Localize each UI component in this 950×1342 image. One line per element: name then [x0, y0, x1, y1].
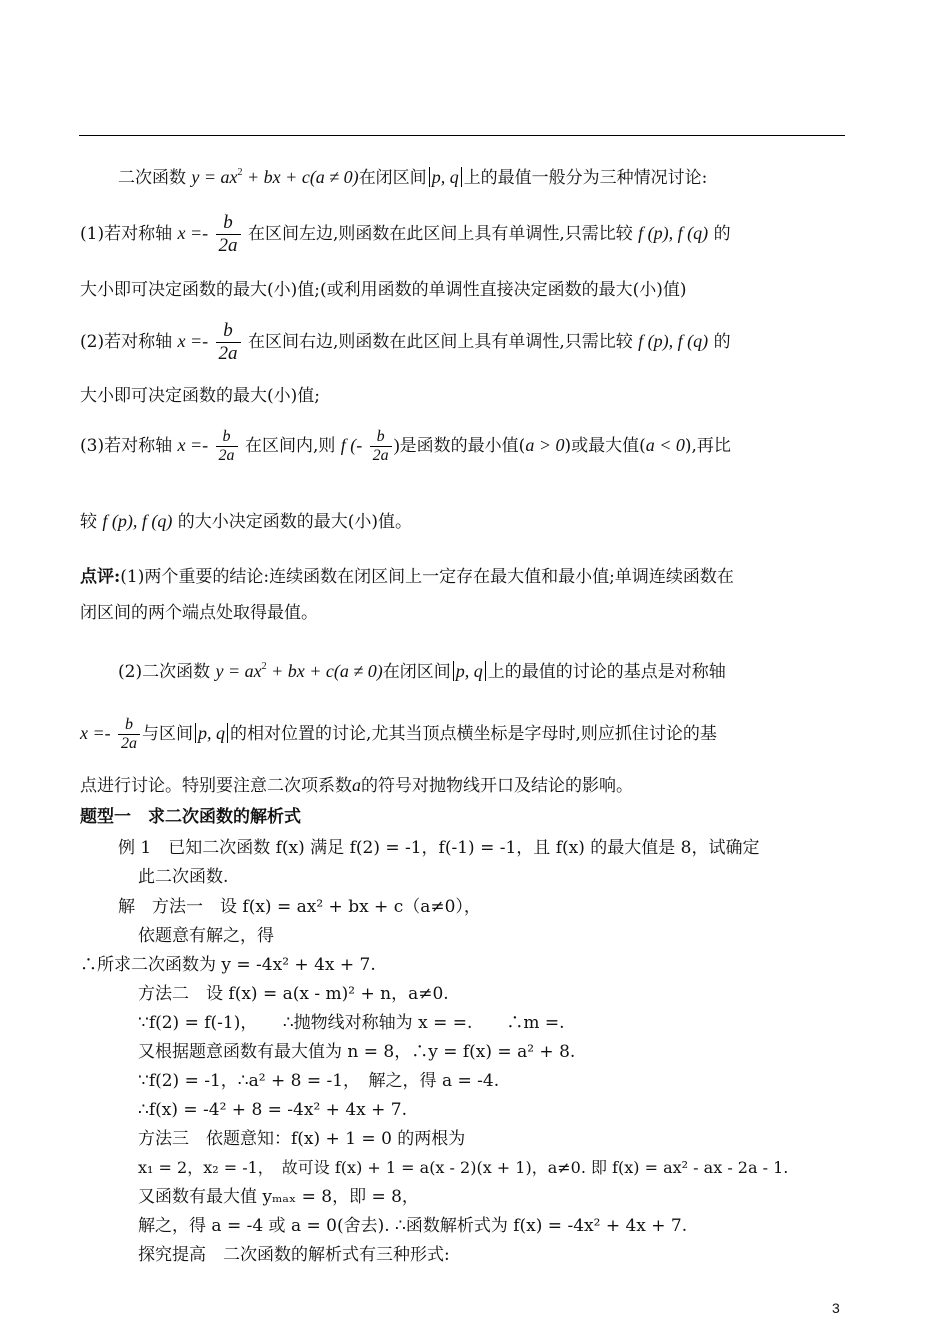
example-line-8: ∵f(2) = -1，∴a² + 8 = -1， 解之，得 a = -4.	[138, 1071, 500, 1091]
comment-p2-exponent: 2	[261, 661, 267, 672]
intro-exponent: 2	[237, 167, 243, 178]
case3-text-2: 是函数的最小值(	[399, 436, 526, 456]
example-line-5: 方法二 设 f(x) = a(x - m)² + n，a≠0.	[138, 984, 449, 1004]
case3-inner-denominator: 2a	[370, 446, 392, 465]
case3-line1	[80, 428, 731, 465]
case1-tail: 的	[713, 224, 731, 244]
case2-numerator: b	[223, 320, 233, 341]
case3-text-4: ),再比	[684, 436, 731, 456]
intro-line	[118, 162, 707, 189]
intro-formula: y = ax	[191, 167, 238, 187]
example-line-1: 此二次函数.	[138, 867, 229, 887]
comment-p2-c: 上的最值的讨论的基点是对称轴	[487, 662, 726, 682]
comment-p2-formula-tail: + bx + c	[266, 661, 334, 681]
case1-text: 在区间左边,则函数在此区间上具有单调性,只需比较	[247, 224, 633, 244]
case3-text-1: 在区间内,则	[244, 436, 336, 456]
comment-label: 点评:	[80, 567, 121, 587]
example-line-12: 又函数有最大值 yₘₐₓ = 8，即 = 8，	[138, 1187, 419, 1207]
comment-p3-b: 的相对位置的讨论,尤其当顶点横坐标是字母时,则应抓住讨论的基	[230, 724, 717, 744]
case3-line2	[80, 510, 412, 533]
case1-x-eq: x =-	[177, 223, 209, 243]
comment-p3-interval: p, q	[198, 723, 226, 743]
case2-label: (2)若对称轴	[80, 332, 173, 352]
comment-p4-var: a	[352, 775, 361, 795]
intro-text-2: 在闭区间	[358, 168, 427, 188]
example-line-7: 又根据题意函数有最大值为 n = 8，∴y = f(x) = a² + 8.	[138, 1042, 576, 1062]
example-line-3: 依题意有解之，得	[138, 926, 274, 946]
case3-cond-2: a < 0	[645, 435, 685, 455]
example-line-13: 解之，得 a = -4 或 a = 0(舍去). ∴函数解析式为 f(x) = -4x² + 4x + 7.	[138, 1216, 688, 1236]
comment-p2-interval: p, q	[455, 661, 483, 681]
case2-text: 在区间右边,则函数在此区间上具有单调性,只需比较	[247, 332, 633, 352]
comment-p3-x: x =-	[80, 723, 111, 743]
example-line-6: ∵f(2) = f(-1)， ∴抛物线对称轴为 x = =. ∴m =.	[138, 1013, 565, 1033]
example-line-9: ∴f(x) = -4² + 8 = -4x² + 4x + 7.	[138, 1100, 407, 1120]
case2-line1	[80, 320, 731, 365]
comment-line1	[80, 566, 734, 588]
comment-p4	[80, 774, 633, 797]
comment-p3-fraction	[118, 716, 140, 753]
header-rule	[79, 135, 845, 136]
case3-inner-fraction	[370, 428, 392, 465]
case3-line2-b: 的大小决定函数的最大(小)值。	[177, 512, 413, 532]
case3-cond-1: a > 0	[525, 435, 565, 455]
intro-condition: (a ≠ 0)	[309, 167, 359, 187]
page-number: 3	[832, 1300, 840, 1316]
case2-x-eq: x =-	[177, 331, 209, 351]
intro-text-1: 二次函数	[118, 168, 186, 188]
case2-fvals: f (p), f (q)	[638, 331, 709, 351]
case1-fraction	[216, 212, 241, 257]
case3-f-close: )	[393, 435, 400, 455]
comment-p4-a: 点进行讨论。特别要注意二次项系数	[80, 776, 352, 796]
comment-p3-denominator: 2a	[118, 734, 140, 753]
case1-label: (1)若对称轴	[80, 224, 173, 244]
intro-interval: p, q	[431, 167, 459, 187]
intro-formula-tail: + bx + c	[242, 167, 310, 187]
comment-p2-b: 在闭区间	[382, 662, 451, 682]
comment-p2-formula: y = ax	[215, 661, 262, 681]
case1-line2: 大小即可决定函数的最大(小)值;(或利用函数的单调性直接决定函数的最大(小)值)	[80, 280, 687, 300]
case3-inner-numerator: b	[376, 428, 385, 445]
case2-denominator: 2a	[216, 342, 241, 365]
comment-p3	[80, 716, 717, 753]
case3-label: (3)若对称轴	[80, 436, 173, 456]
comment-p2-a: (2)二次函数	[118, 662, 211, 682]
example-line-11: x₁ = 2，x₂ = -1， 故可设 f(x) + 1 = a(x - 2)(x + 1)，a≠0. 即 f(x) = ax² - ax - 2a - 1.	[138, 1158, 789, 1177]
case3-text-3: )或最大值(	[564, 436, 646, 456]
example-line-2: 解 方法一 设 f(x) = ax² + bx + c（a≠0），	[118, 897, 481, 917]
intro-text-3: 上的最值一般分为三种情况讨论:	[463, 168, 708, 188]
comment-p1-line1: (1)两个重要的结论:连续函数在闭区间上一定存在最大值和最小值;单调连续函数在	[120, 567, 734, 587]
case1-line1	[80, 212, 731, 257]
case1-numerator: b	[223, 212, 233, 233]
case1-denominator: 2a	[216, 234, 241, 257]
case2-line2: 大小即可决定函数的最大(小)值;	[80, 386, 320, 406]
comment-p4-b: 的符号对抛物线开口及结论的影响。	[361, 776, 633, 796]
comment-p3-a: 与区间	[142, 724, 194, 744]
comment-p3-numerator: b	[125, 716, 134, 733]
case3-line2-a: 较	[80, 512, 97, 532]
case3-numerator: b	[222, 428, 231, 445]
case1-fvals: f (p), f (q)	[638, 223, 709, 243]
section-title: 题型一 求二次函数的解析式	[80, 807, 301, 827]
case2-tail: 的	[713, 332, 731, 352]
example-line-4: ∴所求二次函数为 y = -4x² + 4x + 7.	[80, 955, 376, 975]
case3-fraction	[216, 428, 238, 465]
case3-fvals: f (p), f (q)	[102, 511, 173, 531]
case2-fraction	[216, 320, 241, 365]
comment-p1-line2: 闭区间的两个端点处取得最值。	[80, 603, 318, 623]
comment-p2-condition: (a ≠ 0)	[333, 661, 383, 681]
example-line-10: 方法三 依题意知：f(x) + 1 = 0 的两根为	[138, 1129, 466, 1149]
case3-f-open: f (-	[340, 435, 363, 455]
example-line-14: 探究提高 二次函数的解析式有三种形式:	[138, 1245, 450, 1265]
example-line-0: 例 1 已知二次函数 f(x) 满足 f(2) = -1，f(-1) = -1，且 f(x) 的最大值是 8，试确定	[118, 838, 760, 858]
case3-denominator: 2a	[216, 446, 238, 465]
case3-x-eq: x =-	[177, 435, 209, 455]
comment-p2	[118, 656, 726, 683]
